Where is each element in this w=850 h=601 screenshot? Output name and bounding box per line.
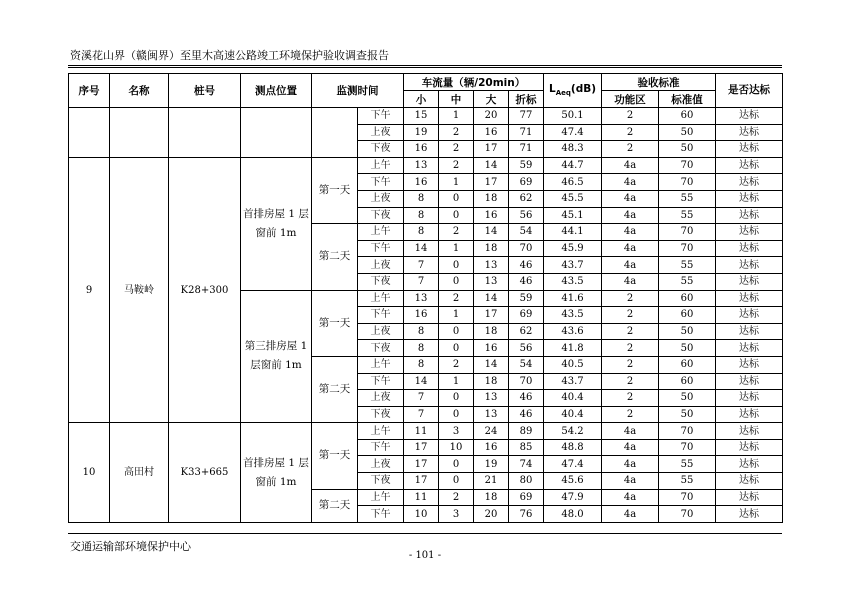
cell-result: 达标 <box>716 390 783 407</box>
laeq-symbol: L <box>549 83 556 96</box>
cell-period: 下午 <box>358 240 404 257</box>
cell-laeq: 41.6 <box>544 290 602 307</box>
cell-laeq: 43.6 <box>544 323 602 340</box>
cell-period: 下夜 <box>358 273 404 290</box>
cell-large: 17 <box>474 174 509 191</box>
cell-std-value: 60 <box>659 108 716 125</box>
cell-large: 21 <box>474 473 509 490</box>
cell-medium: 0 <box>439 406 474 423</box>
cell-converted: 80 <box>509 473 544 490</box>
cell-laeq: 43.7 <box>544 373 602 390</box>
cell-large: 17 <box>474 141 509 158</box>
col-header-pass: 是否达标 <box>716 74 783 108</box>
cell-result: 达标 <box>716 406 783 423</box>
cell-result: 达标 <box>716 356 783 373</box>
cell-result: 达标 <box>716 373 783 390</box>
cell-medium: 2 <box>439 157 474 174</box>
cell-stake <box>169 108 241 158</box>
cell-std-value: 55 <box>659 273 716 290</box>
cell-result: 达标 <box>716 257 783 274</box>
cell-medium: 1 <box>439 108 474 125</box>
cell-result: 达标 <box>716 174 783 191</box>
cell-medium: 1 <box>439 373 474 390</box>
cell-period: 上夜 <box>358 124 404 141</box>
cell-small: 16 <box>404 141 439 158</box>
cell-zone: 2 <box>602 373 659 390</box>
laeq-subscript: Aeq <box>555 89 571 98</box>
cell-converted: 71 <box>509 141 544 158</box>
cell-result: 达标 <box>716 108 783 125</box>
col-header-zone: 功能区 <box>602 91 659 108</box>
cell-result: 达标 <box>716 141 783 158</box>
cell-converted: 76 <box>509 506 544 523</box>
cell-large: 13 <box>474 406 509 423</box>
cell-laeq: 54.2 <box>544 423 602 440</box>
cell-small: 15 <box>404 108 439 125</box>
cell-medium: 0 <box>439 473 474 490</box>
cell-small: 7 <box>404 406 439 423</box>
cell-medium: 0 <box>439 340 474 357</box>
cell-small: 8 <box>404 323 439 340</box>
cell-medium: 0 <box>439 323 474 340</box>
cell-location: 首排房屋 1 层窗前 1m <box>241 423 312 523</box>
cell-small: 8 <box>404 224 439 241</box>
noise-monitoring-table <box>68 73 783 523</box>
cell-period: 上夜 <box>358 456 404 473</box>
cell-location: 首排房屋 1 层窗前 1m <box>241 157 312 290</box>
cell-zone: 2 <box>602 290 659 307</box>
cell-zone: 2 <box>602 108 659 125</box>
page-number: - 101 - <box>408 550 442 561</box>
cell-period: 上夜 <box>358 257 404 274</box>
cell-medium: 2 <box>439 290 474 307</box>
col-header-no: 序号 <box>69 74 110 108</box>
cell-laeq: 48.8 <box>544 439 602 456</box>
cell-location: 第三排房屋 1 层窗前 1m <box>241 290 312 423</box>
cell-period: 上午 <box>358 224 404 241</box>
cell-period: 下夜 <box>358 207 404 224</box>
cell-small: 16 <box>404 307 439 324</box>
cell-period: 下夜 <box>358 141 404 158</box>
cell-laeq: 40.4 <box>544 390 602 407</box>
cell-large: 24 <box>474 423 509 440</box>
cell-large: 18 <box>474 240 509 257</box>
cell-std-value: 60 <box>659 373 716 390</box>
cell-period: 上午 <box>358 489 404 506</box>
cell-day: 第一天 <box>312 157 358 223</box>
cell-small: 19 <box>404 124 439 141</box>
cell-small: 11 <box>404 423 439 440</box>
cell-std-value: 70 <box>659 157 716 174</box>
cell-location <box>241 108 312 158</box>
col-header-converted: 折标 <box>509 91 544 108</box>
cell-small: 14 <box>404 240 439 257</box>
cell-small: 10 <box>404 506 439 523</box>
cell-period: 下午 <box>358 439 404 456</box>
col-header-medium: 中 <box>439 91 474 108</box>
col-header-stake: 桩号 <box>169 74 241 108</box>
cell-period: 下夜 <box>358 340 404 357</box>
table-row <box>69 423 783 440</box>
cell-medium: 3 <box>439 423 474 440</box>
cell-laeq: 40.5 <box>544 356 602 373</box>
cell-laeq: 43.5 <box>544 307 602 324</box>
cell-large: 16 <box>474 439 509 456</box>
cell-day: 第二天 <box>312 489 358 522</box>
cell-result: 达标 <box>716 473 783 490</box>
cell-std-value: 70 <box>659 174 716 191</box>
cell-laeq: 47.4 <box>544 456 602 473</box>
cell-medium: 1 <box>439 174 474 191</box>
cell-laeq: 50.1 <box>544 108 602 125</box>
cell-result: 达标 <box>716 439 783 456</box>
report-title: 资溪花山界（赣闽界）至里木高速公路竣工环境保护验收调查报告 <box>70 49 389 62</box>
cell-large: 14 <box>474 356 509 373</box>
cell-large: 13 <box>474 273 509 290</box>
cell-no <box>69 108 110 158</box>
cell-medium: 0 <box>439 207 474 224</box>
cell-large: 13 <box>474 390 509 407</box>
cell-medium: 0 <box>439 190 474 207</box>
cell-small: 8 <box>404 207 439 224</box>
cell-std-value: 70 <box>659 240 716 257</box>
cell-period: 下午 <box>358 307 404 324</box>
cell-std-value: 55 <box>659 257 716 274</box>
cell-medium: 1 <box>439 240 474 257</box>
cell-result: 达标 <box>716 423 783 440</box>
cell-period: 下午 <box>358 174 404 191</box>
cell-stake: K33+665 <box>169 423 241 523</box>
cell-result: 达标 <box>716 307 783 324</box>
cell-large: 13 <box>474 257 509 274</box>
cell-converted: 69 <box>509 307 544 324</box>
laeq-unit: (dB) <box>570 83 597 96</box>
cell-zone: 4a <box>602 473 659 490</box>
cell-std-value: 70 <box>659 439 716 456</box>
cell-std-value: 50 <box>659 323 716 340</box>
cell-small: 8 <box>404 340 439 357</box>
cell-medium: 2 <box>439 489 474 506</box>
cell-small: 7 <box>404 273 439 290</box>
cell-std-value: 50 <box>659 124 716 141</box>
cell-converted: 69 <box>509 174 544 191</box>
cell-zone: 2 <box>602 356 659 373</box>
cell-std-value: 50 <box>659 340 716 357</box>
cell-std-value: 55 <box>659 190 716 207</box>
cell-result: 达标 <box>716 240 783 257</box>
col-header-laeq <box>544 74 602 108</box>
cell-std-value: 55 <box>659 456 716 473</box>
cell-large: 16 <box>474 124 509 141</box>
cell-small: 17 <box>404 456 439 473</box>
cell-result: 达标 <box>716 273 783 290</box>
cell-converted: 85 <box>509 439 544 456</box>
cell-converted: 77 <box>509 108 544 125</box>
cell-small: 17 <box>404 439 439 456</box>
cell-laeq: 40.4 <box>544 406 602 423</box>
footer-divider <box>68 533 782 534</box>
cell-std-value: 60 <box>659 307 716 324</box>
cell-small: 13 <box>404 290 439 307</box>
cell-result: 达标 <box>716 323 783 340</box>
cell-result: 达标 <box>716 224 783 241</box>
cell-zone: 2 <box>602 307 659 324</box>
cell-medium: 0 <box>439 273 474 290</box>
cell-small: 7 <box>404 257 439 274</box>
cell-period: 上午 <box>358 290 404 307</box>
cell-period: 上夜 <box>358 323 404 340</box>
cell-laeq: 45.1 <box>544 207 602 224</box>
cell-large: 18 <box>474 323 509 340</box>
cell-no: 9 <box>69 157 110 423</box>
cell-medium: 0 <box>439 257 474 274</box>
cell-zone: 4a <box>602 506 659 523</box>
cell-result: 达标 <box>716 506 783 523</box>
cell-zone: 2 <box>602 340 659 357</box>
cell-day: 第二天 <box>312 224 358 290</box>
cell-converted: 70 <box>509 240 544 257</box>
cell-name: 高田村 <box>110 423 169 523</box>
cell-period: 下午 <box>358 108 404 125</box>
cell-laeq: 45.9 <box>544 240 602 257</box>
header-divider <box>68 65 782 66</box>
cell-period: 上午 <box>358 423 404 440</box>
cell-period: 上午 <box>358 157 404 174</box>
cell-zone: 4a <box>602 273 659 290</box>
cell-laeq: 41.8 <box>544 340 602 357</box>
cell-zone: 4a <box>602 423 659 440</box>
cell-zone: 4a <box>602 439 659 456</box>
cell-result: 达标 <box>716 157 783 174</box>
cell-large: 14 <box>474 290 509 307</box>
cell-period: 下午 <box>358 373 404 390</box>
footer-organization: 交通运输部环境保护中心 <box>70 540 191 553</box>
cell-zone: 4a <box>602 456 659 473</box>
cell-large: 16 <box>474 207 509 224</box>
cell-std-value: 70 <box>659 423 716 440</box>
cell-converted: 46 <box>509 273 544 290</box>
cell-large: 18 <box>474 190 509 207</box>
cell-std-value: 50 <box>659 141 716 158</box>
cell-period: 下午 <box>358 506 404 523</box>
col-header-time: 监测时间 <box>312 74 404 108</box>
cell-large: 19 <box>474 456 509 473</box>
cell-converted: 46 <box>509 406 544 423</box>
cell-medium: 0 <box>439 390 474 407</box>
cell-zone: 4a <box>602 174 659 191</box>
cell-laeq: 45.5 <box>544 190 602 207</box>
cell-result: 达标 <box>716 340 783 357</box>
table-row <box>69 108 783 125</box>
cell-converted: 56 <box>509 340 544 357</box>
cell-period: 上夜 <box>358 190 404 207</box>
cell-day: 第二天 <box>312 356 358 422</box>
cell-result: 达标 <box>716 207 783 224</box>
cell-result: 达标 <box>716 190 783 207</box>
cell-laeq: 43.7 <box>544 257 602 274</box>
cell-std-value: 70 <box>659 506 716 523</box>
cell-period: 下夜 <box>358 406 404 423</box>
cell-std-value: 55 <box>659 207 716 224</box>
cell-zone: 4a <box>602 257 659 274</box>
cell-laeq: 44.1 <box>544 224 602 241</box>
cell-period: 上夜 <box>358 390 404 407</box>
col-header-std-value: 标准值 <box>659 91 716 108</box>
cell-laeq: 47.4 <box>544 124 602 141</box>
cell-large: 20 <box>474 108 509 125</box>
cell-std-value: 50 <box>659 406 716 423</box>
cell-small: 7 <box>404 390 439 407</box>
cell-zone: 2 <box>602 390 659 407</box>
cell-result: 达标 <box>716 456 783 473</box>
cell-converted: 74 <box>509 456 544 473</box>
cell-day <box>312 108 358 158</box>
cell-large: 14 <box>474 224 509 241</box>
cell-std-value: 55 <box>659 473 716 490</box>
col-header-traffic: 车流量（辆/20min） <box>404 74 544 91</box>
cell-zone: 2 <box>602 141 659 158</box>
cell-medium: 1 <box>439 307 474 324</box>
cell-small: 8 <box>404 356 439 373</box>
cell-medium: 2 <box>439 224 474 241</box>
cell-small: 11 <box>404 489 439 506</box>
cell-large: 20 <box>474 506 509 523</box>
cell-converted: 54 <box>509 224 544 241</box>
cell-converted: 62 <box>509 323 544 340</box>
cell-laeq: 44.7 <box>544 157 602 174</box>
cell-result: 达标 <box>716 124 783 141</box>
cell-converted: 71 <box>509 124 544 141</box>
cell-laeq: 47.9 <box>544 489 602 506</box>
cell-laeq: 48.0 <box>544 506 602 523</box>
cell-zone: 4a <box>602 207 659 224</box>
cell-laeq: 46.5 <box>544 174 602 191</box>
table-body <box>69 108 783 523</box>
cell-medium: 2 <box>439 124 474 141</box>
cell-large: 16 <box>474 340 509 357</box>
cell-medium: 10 <box>439 439 474 456</box>
cell-converted: 89 <box>509 423 544 440</box>
cell-laeq: 45.6 <box>544 473 602 490</box>
cell-std-value: 50 <box>659 390 716 407</box>
cell-laeq: 48.3 <box>544 141 602 158</box>
cell-small: 14 <box>404 373 439 390</box>
col-header-large: 大 <box>474 91 509 108</box>
cell-std-value: 70 <box>659 489 716 506</box>
cell-medium: 2 <box>439 356 474 373</box>
cell-laeq: 43.5 <box>544 273 602 290</box>
cell-converted: 59 <box>509 290 544 307</box>
cell-zone: 2 <box>602 124 659 141</box>
cell-no: 10 <box>69 423 110 523</box>
cell-std-value: 60 <box>659 290 716 307</box>
cell-large: 14 <box>474 157 509 174</box>
cell-large: 18 <box>474 489 509 506</box>
col-header-small: 小 <box>404 91 439 108</box>
cell-medium: 0 <box>439 456 474 473</box>
cell-zone: 2 <box>602 406 659 423</box>
cell-name: 马鞍岭 <box>110 157 169 423</box>
cell-converted: 59 <box>509 157 544 174</box>
cell-zone: 2 <box>602 323 659 340</box>
cell-zone: 4a <box>602 157 659 174</box>
cell-converted: 56 <box>509 207 544 224</box>
cell-day: 第一天 <box>312 423 358 489</box>
col-header-location: 测点位置 <box>241 74 312 108</box>
cell-std-value: 60 <box>659 356 716 373</box>
col-header-name: 名称 <box>110 74 169 108</box>
cell-result: 达标 <box>716 489 783 506</box>
cell-zone: 4a <box>602 240 659 257</box>
cell-medium: 2 <box>439 141 474 158</box>
cell-converted: 69 <box>509 489 544 506</box>
cell-converted: 62 <box>509 190 544 207</box>
cell-converted: 46 <box>509 257 544 274</box>
cell-medium: 3 <box>439 506 474 523</box>
table-row <box>69 157 783 174</box>
cell-converted: 46 <box>509 390 544 407</box>
cell-large: 17 <box>474 307 509 324</box>
cell-large: 18 <box>474 373 509 390</box>
cell-period: 上午 <box>358 356 404 373</box>
cell-small: 16 <box>404 174 439 191</box>
cell-converted: 54 <box>509 356 544 373</box>
cell-small: 17 <box>404 473 439 490</box>
cell-zone: 4a <box>602 190 659 207</box>
cell-small: 13 <box>404 157 439 174</box>
cell-std-value: 70 <box>659 224 716 241</box>
cell-zone: 4a <box>602 489 659 506</box>
cell-zone: 4a <box>602 224 659 241</box>
cell-converted: 70 <box>509 373 544 390</box>
cell-period: 下夜 <box>358 473 404 490</box>
header-divider-thin <box>68 67 782 68</box>
cell-day: 第一天 <box>312 290 358 356</box>
cell-small: 8 <box>404 190 439 207</box>
cell-stake: K28+300 <box>169 157 241 423</box>
col-header-standard: 验收标准 <box>602 74 716 91</box>
cell-result: 达标 <box>716 290 783 307</box>
cell-name <box>110 108 169 158</box>
